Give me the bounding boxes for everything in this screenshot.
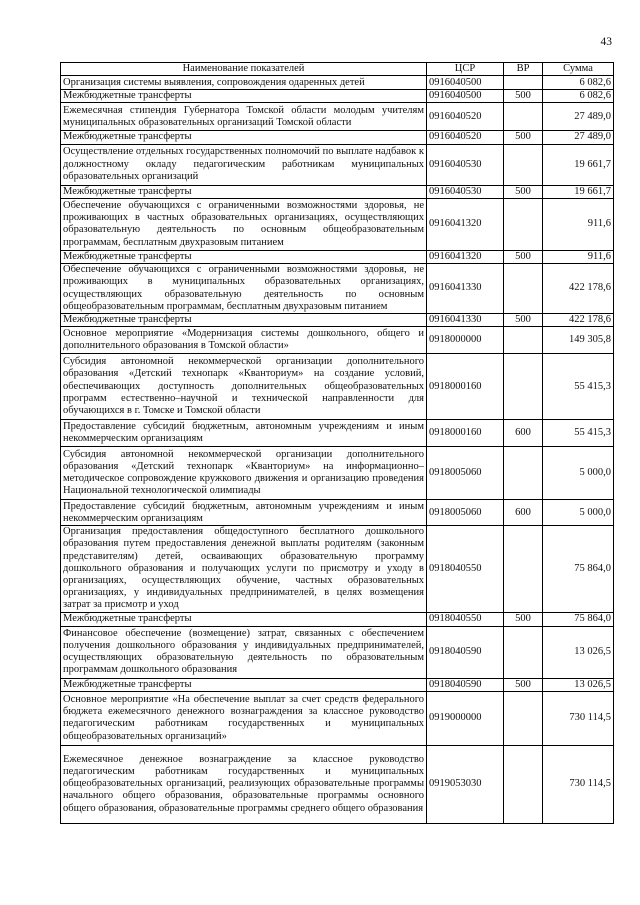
amount-cell: 5 000,0 [543,500,614,526]
csr-code-cell: 0916041330 [427,264,504,314]
amount-cell: 13 026,5 [543,678,614,691]
csr-code-cell: 0916040500 [427,76,504,90]
header-vr: ВР [504,63,543,76]
indicator-name-cell: Межбюджетные трансферты [61,131,427,144]
csr-code-cell: 0918040590 [427,678,504,691]
vr-code-cell: 500 [504,131,543,144]
indicator-name-cell: Предоставление субсидий бюджетным, автономным учреждениям и иным некоммерческим организациям [61,420,427,447]
table-row [61,103,614,131]
indicator-name-cell: Межбюджетные трансферты [61,90,427,103]
amount-cell: 6 082,6 [543,76,614,90]
csr-code-cell: 0916040520 [427,131,504,144]
csr-code-cell: 0918000160 [427,420,504,447]
vr-code-cell [504,327,543,354]
indicator-name-cell: Организация системы выявления, сопровождения одаренных детей [61,76,427,90]
indicator-name-cell: Предоставление субсидий бюджетным, автономным учреждениям и иным некоммерческим организациям [61,500,427,526]
page-number: 43 [600,36,612,48]
table-row [61,447,614,500]
table-row [61,264,614,314]
table-row [61,76,614,90]
table-row [61,678,614,691]
csr-code-cell: 0918005060 [427,447,504,500]
table-row [61,626,614,678]
table-row [61,612,614,626]
csr-code-cell: 0918000160 [427,354,504,420]
table-row [61,500,614,526]
header-sum: Сумма [543,63,614,76]
vr-code-cell: 500 [504,90,543,103]
indicator-name-cell: Финансовое обеспечение (возмещение) затрат, связанных с обеспечением получения дошкольного образования у индивидуальных предпринимателей, осуществляющих образовательную деятельность по образовательным программам дошкольного образования [61,626,427,678]
table-row [61,327,614,354]
header-indicator-name: Наименование показателей [61,63,427,76]
indicator-name-cell: Межбюджетные трансферты [61,612,427,626]
amount-cell: 422 178,6 [543,264,614,314]
vr-code-cell [504,198,543,250]
table-row [61,90,614,103]
amount-cell: 730 114,5 [543,745,614,823]
amount-cell: 27 489,0 [543,103,614,131]
vr-code-cell [504,626,543,678]
csr-code-cell: 0916041320 [427,198,504,250]
table-row [61,185,614,198]
vr-code-cell [504,264,543,314]
amount-cell: 75 864,0 [543,612,614,626]
csr-code-cell: 0918040550 [427,612,504,626]
indicator-name-cell: Обеспечение обучающихся с ограниченными возможностями здоровья, не проживающих в муниципальных образовательных организациях, осуществляющих образовательную деятельность по основным общеобразовательным программам, бесплатным двухразовым питанием [61,264,427,314]
vr-code-cell: 500 [504,678,543,691]
vr-code-cell: 500 [504,185,543,198]
table-row [61,144,614,185]
amount-cell: 5 000,0 [543,447,614,500]
csr-code-cell: 0916040530 [427,185,504,198]
amount-cell: 19 661,7 [543,144,614,185]
amount-cell: 55 415,3 [543,354,614,420]
vr-code-cell: 500 [504,314,543,327]
table-row [61,526,614,612]
table-row [61,131,614,144]
table-row [61,198,614,250]
csr-code-cell: 0918040550 [427,526,504,612]
indicator-name-cell: Основное мероприятие «Модернизация системы дошкольного, общего и дополнительного образования в Томской области» [61,327,427,354]
vr-code-cell [504,691,543,745]
vr-code-cell [504,526,543,612]
csr-code-cell: 0916041330 [427,314,504,327]
amount-cell: 13 026,5 [543,626,614,678]
csr-code-cell: 0919053030 [427,745,504,823]
csr-code-cell: 0916041320 [427,250,504,263]
csr-code-cell: 0918000000 [427,327,504,354]
indicator-name-cell: Ежемесячная стипендия Губернатора Томской области молодым учителям муниципальных образовательных организаций Томской области [61,103,427,131]
table-row [61,420,614,447]
amount-cell: 55 415,3 [543,420,614,447]
indicator-name-cell: Межбюджетные трансферты [61,678,427,691]
csr-code-cell: 0919000000 [427,691,504,745]
vr-code-cell [504,354,543,420]
csr-code-cell: 0918005060 [427,500,504,526]
amount-cell: 730 114,5 [543,691,614,745]
indicator-name-cell: Межбюджетные трансферты [61,185,427,198]
table-row [61,745,614,823]
amount-cell: 911,6 [543,250,614,263]
amount-cell: 27 489,0 [543,131,614,144]
amount-cell: 422 178,6 [543,314,614,327]
vr-code-cell [504,447,543,500]
vr-code-cell: 500 [504,250,543,263]
vr-code-cell: 600 [504,500,543,526]
vr-code-cell [504,144,543,185]
vr-code-cell [504,103,543,131]
indicator-name-cell: Межбюджетные трансферты [61,314,427,327]
amount-cell: 911,6 [543,198,614,250]
amount-cell: 149 305,8 [543,327,614,354]
header-csr: ЦСР [427,63,504,76]
vr-code-cell [504,76,543,90]
table-row [61,354,614,420]
indicator-name-cell: Организация предоставления общедоступного бесплатного дошкольного образования путем предоставления денежной выплаты родителям (законным представителям) детей, осваивающих образовательную программу дошкольного образования и получающих услуги по присмотру и уходу в организациях, осуществляющих обучение, частных образовательных организациях, у индивидуальных предпринимателей, в целях возмещения затрат за присмотр и уход [61,526,427,612]
indicator-name-cell: Субсидия автономной некоммерческой организации дополнительного образования «Детский технопарк «Кванториум» на создание условий, обеспечивающих доступность дополнительных общеобразовательных программ естественно–научной и технической направленности для обучающихся в г. Томске и Томской области [61,354,427,420]
budget-table [60,62,614,824]
vr-code-cell: 600 [504,420,543,447]
table-row [61,314,614,327]
indicator-name-cell: Обеспечение обучающихся с ограниченными возможностями здоровья, не проживающих в частных образовательных организациях, осуществляющих образовательную деятельность по основным общеобразовательным программам, бесплатным двухразовым питанием [61,198,427,250]
table-row [61,691,614,745]
indicator-name-cell: Субсидия автономной некоммерческой организации дополнительного образования «Детский технопарк «Кванториум» на информационно–методическое сопровождение кружкового движения и организацию проведения Национальной технологической олимпиады [61,447,427,500]
table-row [61,250,614,263]
amount-cell: 6 082,6 [543,90,614,103]
csr-code-cell: 0916040530 [427,144,504,185]
csr-code-cell: 0916040520 [427,103,504,131]
amount-cell: 19 661,7 [543,185,614,198]
vr-code-cell [504,745,543,823]
table-header-row [61,63,614,76]
amount-cell: 75 864,0 [543,526,614,612]
csr-code-cell: 0916040500 [427,90,504,103]
indicator-name-cell: Осуществление отдельных государственных полномочий по выплате надбавок к должностному окладу педагогическим работникам муниципальных образовательных организаций [61,144,427,185]
vr-code-cell: 500 [504,612,543,626]
indicator-name-cell: Основное мероприятие «На обеспечение выплат за счет средств федерального бюджета ежемесячного денежного вознаграждения за классное руководство педагогическим работникам государственных и муниципальных общеобразовательных организаций» [61,691,427,745]
indicator-name-cell: Ежемесячное денежное вознаграждение за классное руководство педагогическим работникам государственных и муниципальных общеобразовательных организаций, реализующих образовательные программы начального общего образования, образовательные программы основного общего образования, образовательные программы среднего общего образования [61,745,427,823]
csr-code-cell: 0918040590 [427,626,504,678]
indicator-name-cell: Межбюджетные трансферты [61,250,427,263]
